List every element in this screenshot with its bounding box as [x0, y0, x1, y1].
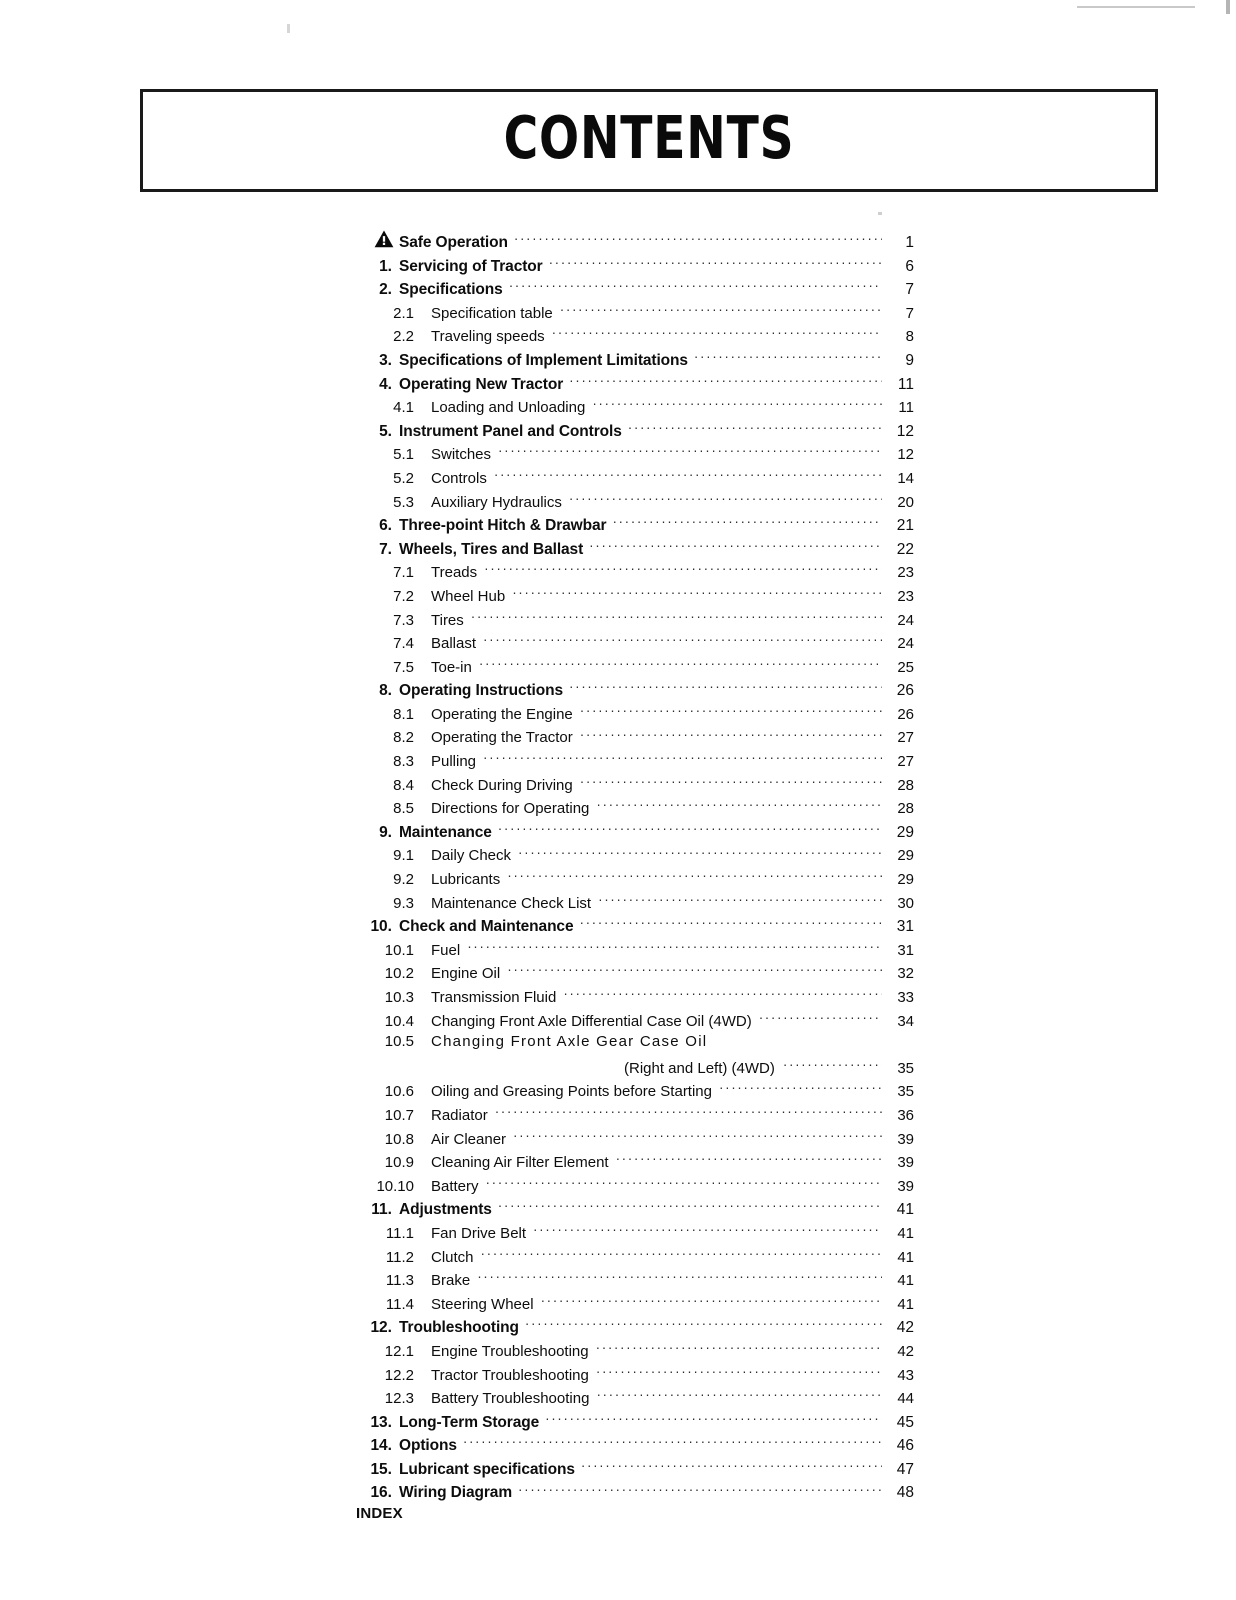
toc-entry[interactable] — [352, 632, 914, 656]
toc-entry-number: 14. — [370, 1437, 392, 1455]
toc-entry[interactable] — [352, 1033, 914, 1057]
toc-entry-page: 20 — [897, 493, 914, 511]
toc-entry-title: Air Cleaner — [431, 1130, 507, 1148]
toc-entry-page: 27 — [897, 729, 914, 747]
toc-entry-title: Ballast — [431, 635, 477, 653]
dot-leader — [560, 302, 882, 318]
dot-leader — [612, 514, 882, 530]
toc-entry-title: Engine Troubleshooting — [431, 1342, 589, 1360]
toc-entry[interactable] — [352, 1340, 914, 1364]
toc-entry-number: 7.1 — [393, 564, 414, 582]
toc-entry-page: 39 — [897, 1154, 914, 1172]
toc-entry-number: 7. — [379, 540, 392, 558]
toc-entry-title: Maintenance — [399, 823, 492, 841]
toc-entry-number: 8.2 — [393, 729, 414, 747]
toc-entry-title: Servicing of Tractor — [399, 257, 543, 275]
toc-entry[interactable] — [352, 1411, 914, 1435]
toc-entry-title: Engine Oil — [431, 965, 501, 983]
toc-entry-number: 10.6 — [384, 1083, 414, 1101]
toc-entry[interactable] — [352, 1364, 914, 1388]
dot-leader — [596, 1387, 882, 1403]
toc-entry-title: Daily Check — [431, 847, 512, 865]
toc-entry-number: 10. — [370, 918, 392, 936]
dot-leader — [580, 703, 882, 719]
toc-entry[interactable] — [352, 278, 914, 302]
dot-leader — [513, 1128, 882, 1144]
toc-entry[interactable] — [352, 1151, 914, 1175]
dot-leader — [545, 1411, 882, 1427]
toc-entry-page: 1 — [905, 234, 914, 251]
dot-leader — [596, 1364, 882, 1380]
toc-entry[interactable] — [352, 1080, 914, 1104]
dot-leader — [514, 231, 882, 247]
toc-entry-page: 21 — [896, 517, 914, 535]
toc-entry-number: 7.3 — [393, 611, 414, 629]
toc-entry-page: 41 — [897, 1224, 914, 1242]
toc-entry-page: 41 — [897, 1295, 914, 1313]
dot-leader — [483, 750, 882, 766]
toc-entry-title: Controls — [431, 469, 487, 487]
toc-entry-title: Operating New Tractor — [399, 375, 564, 393]
toc-entry-number: 4.1 — [393, 399, 414, 417]
toc-entry[interactable] — [352, 467, 914, 491]
toc-entry-title: Auxiliary Hydraulics — [431, 493, 562, 511]
toc-entry-page: 8 — [905, 328, 914, 346]
toc-entry-number: 12. — [370, 1319, 392, 1337]
toc-entry-page: 46 — [896, 1437, 914, 1455]
toc-entry-number: 12.1 — [384, 1342, 414, 1360]
dot-leader — [592, 396, 882, 412]
toc-entry-page: 36 — [897, 1106, 914, 1124]
toc-entry-page: 29 — [897, 871, 914, 889]
toc-entry-page: 41 — [897, 1248, 914, 1266]
toc-entry-number: 10.2 — [384, 965, 414, 983]
toc-entry[interactable] — [352, 703, 914, 727]
toc-entry[interactable] — [352, 302, 914, 326]
dot-leader — [486, 1175, 882, 1191]
dot-leader — [569, 491, 882, 507]
toc-entry[interactable] — [352, 986, 914, 1010]
dot-leader — [512, 585, 882, 601]
toc-entry-title: Troubleshooting — [399, 1319, 519, 1337]
toc-entry-number: 8.4 — [393, 776, 414, 794]
toc-entry-number: 9.3 — [393, 894, 414, 912]
toc-entry[interactable] — [352, 868, 914, 892]
toc-entry[interactable] — [352, 726, 914, 750]
toc-entry-page: 29 — [896, 823, 914, 841]
toc-entry-title: Wheel Hub — [431, 587, 506, 605]
dot-leader — [549, 255, 882, 271]
toc-entry-title: Steering Wheel — [431, 1295, 534, 1313]
toc-entry-number: 7.4 — [393, 635, 414, 653]
warning-triangle-icon — [374, 230, 394, 248]
toc-entry[interactable] — [352, 373, 914, 397]
toc-entry[interactable] — [352, 1198, 914, 1222]
scan-speck — [287, 24, 290, 33]
toc-entry-page: 34 — [897, 1012, 914, 1030]
toc-entry-number: 2.2 — [393, 328, 414, 346]
dot-leader — [598, 892, 882, 908]
toc-entry-number: 15. — [370, 1460, 392, 1478]
toc-entry-number: 8.5 — [393, 800, 414, 818]
toc-entry[interactable] — [352, 396, 914, 420]
toc-entry[interactable] — [352, 609, 914, 633]
toc-entry-number: 12.2 — [384, 1366, 414, 1384]
toc-entry-number: 2.1 — [393, 304, 414, 322]
dot-leader — [507, 962, 882, 978]
toc-entry-title: Safe Operation — [399, 234, 508, 251]
dot-leader — [783, 1057, 882, 1073]
toc-entry-number: 10.9 — [384, 1154, 414, 1172]
toc-entry[interactable] — [352, 585, 914, 609]
toc-entry-number: 8.1 — [393, 705, 414, 723]
toc-entry-number: 11.1 — [385, 1224, 414, 1242]
dot-leader — [495, 1104, 882, 1120]
toc-entry-title: Fuel — [431, 941, 461, 959]
toc-entry-title: Options — [399, 1437, 457, 1455]
toc-entry[interactable] — [352, 656, 914, 680]
toc-entry-number: 10.3 — [384, 989, 414, 1006]
toc-entry-page: 44 — [897, 1390, 914, 1408]
toc-entry-title: Clutch — [431, 1248, 474, 1266]
toc-entry[interactable] — [352, 514, 914, 538]
toc-entry-page: 24 — [897, 611, 914, 629]
dot-leader — [533, 1222, 882, 1238]
toc-entry[interactable] — [352, 1434, 914, 1458]
toc-entry-page: 39 — [897, 1130, 914, 1148]
toc-entry[interactable] — [352, 962, 914, 986]
dot-leader — [498, 443, 882, 459]
dot-leader — [479, 656, 882, 672]
toc-entry[interactable] — [352, 561, 914, 585]
toc-entry-page: 14 — [897, 469, 914, 487]
toc-entry-number: 13. — [370, 1413, 392, 1431]
dot-leader — [552, 325, 882, 341]
toc-entry[interactable] — [352, 349, 914, 373]
dot-leader — [579, 915, 882, 931]
toc-index-entry[interactable] — [352, 1505, 914, 1529]
toc-entry-title: Transmission Fluid — [431, 989, 557, 1006]
toc-entry-title: Adjustments — [399, 1201, 492, 1219]
toc-entry-title: Loading and Unloading — [431, 399, 586, 417]
toc-entry-title: Changing Front Axle Differential Case Oil (4WD) — [431, 1012, 752, 1030]
toc-entry-title: Treads — [431, 564, 478, 582]
toc-entry-title: Maintenance Check List — [431, 894, 592, 912]
toc-entry-continuation[interactable] — [352, 1057, 914, 1081]
scan-speck — [878, 212, 882, 215]
toc-entry-title: Cleaning Air Filter Element — [431, 1154, 609, 1172]
toc-entry-title: Operating the Tractor — [431, 729, 573, 747]
scan-artifact-corner — [1226, 0, 1230, 14]
toc-entry[interactable] — [352, 750, 914, 774]
toc-entry-page: 42 — [896, 1319, 914, 1337]
toc-entry-page: 41 — [897, 1272, 914, 1290]
toc-entry-title: Brake — [431, 1272, 471, 1290]
toc-entry[interactable] — [352, 844, 914, 868]
toc-entry[interactable] — [352, 892, 914, 916]
scan-artifact-line — [1077, 6, 1195, 8]
toc-entry-page: 7 — [905, 304, 914, 322]
toc-entry-title: Fan Drive Belt — [431, 1224, 527, 1242]
toc-entry-number: 4. — [379, 375, 392, 393]
toc-entry-page: 41 — [896, 1201, 914, 1219]
toc-entry-number: 8. — [379, 682, 392, 700]
toc-entry-title: Toe-in — [431, 658, 472, 676]
toc-entry-number: 10.8 — [384, 1130, 414, 1148]
toc-entry-page: 23 — [897, 587, 914, 605]
toc-entry-page: 30 — [897, 894, 914, 912]
toc-entry[interactable] — [352, 325, 914, 349]
dot-leader — [616, 1151, 882, 1167]
toc-entry-title: Check and Maintenance — [399, 918, 574, 936]
toc-entry-title: Changing Front Axle Gear Case Oil — [431, 1033, 708, 1051]
dot-leader — [477, 1269, 882, 1285]
toc-entry[interactable] — [352, 1387, 914, 1411]
dot-leader — [580, 726, 882, 742]
toc-entry-page: 26 — [896, 682, 914, 700]
toc-entry-page: 25 — [897, 658, 914, 676]
dot-leader — [467, 939, 882, 955]
toc-entry-number: 10.1 — [384, 941, 414, 959]
toc-entry-number: 6. — [379, 517, 392, 535]
toc-entry-title: Switches — [431, 446, 492, 464]
toc-entry-page: 35 — [897, 1059, 914, 1077]
toc-entry-page: 29 — [897, 847, 914, 865]
toc-entry[interactable] — [352, 821, 914, 845]
toc-entry-number: 10.10 — [376, 1177, 414, 1195]
toc-entry-title: Three-point Hitch & Drawbar — [399, 517, 607, 535]
toc-entry-page: 35 — [897, 1083, 914, 1101]
toc-entry-page: 39 — [897, 1177, 914, 1195]
dot-leader — [541, 1293, 882, 1309]
toc-entry-number: 5. — [379, 422, 392, 440]
dot-leader — [498, 821, 882, 837]
toc-entry-title: Battery — [431, 1177, 479, 1195]
toc-entry-page: 33 — [897, 989, 914, 1006]
toc-entry[interactable] — [352, 797, 914, 821]
toc-entry-page: 45 — [896, 1413, 914, 1431]
toc-entry-title: Lubricants — [431, 871, 501, 889]
toc-entry[interactable] — [352, 255, 914, 279]
toc-entry-page: 24 — [897, 635, 914, 653]
page-title: CONTENTS — [503, 103, 795, 172]
dot-leader — [481, 1246, 882, 1262]
dot-leader — [596, 1340, 882, 1356]
toc-entry[interactable] — [352, 1458, 914, 1482]
toc-entry-page: 31 — [897, 941, 914, 959]
toc-entry-title: Check During Driving — [431, 776, 573, 794]
toc-entry-title: Specifications of Implement Limitations — [399, 351, 688, 369]
toc-entry-number: 11. — [371, 1201, 392, 1219]
toc-entry-number: 11.2 — [385, 1248, 414, 1266]
toc-entry-title: Oiling and Greasing Points before Starting — [431, 1083, 712, 1101]
toc-entry-title: Traveling speeds — [431, 328, 545, 346]
toc-entry-page: 32 — [897, 965, 914, 983]
toc-entry-page: 28 — [897, 800, 914, 818]
toc-entry-title: Tires — [431, 611, 464, 629]
toc-entry-number: 8.3 — [393, 753, 414, 771]
toc-entry-number: 11.4 — [385, 1295, 414, 1313]
toc-entry-number: 9. — [379, 823, 392, 841]
toc-entry-number: 12.3 — [384, 1390, 414, 1408]
dot-leader — [484, 561, 882, 577]
toc-entry-title: Wheels, Tires and Ballast — [399, 540, 584, 558]
toc-entry-page: 48 — [896, 1484, 914, 1502]
toc-entry-number: 3. — [379, 351, 392, 369]
toc-entry-number: 5.1 — [393, 446, 414, 464]
toc-entry-title: Pulling — [431, 753, 477, 771]
toc-entry-page: 31 — [896, 918, 914, 936]
toc-entry-page: 9 — [905, 351, 914, 369]
dot-leader — [518, 844, 882, 860]
dot-leader — [580, 774, 882, 790]
toc-entry[interactable] — [352, 915, 914, 939]
toc-entry[interactable] — [352, 491, 914, 515]
toc-entry-number: 9.1 — [393, 847, 414, 865]
toc-entry-page: 43 — [897, 1366, 914, 1384]
dot-leader — [581, 1458, 882, 1474]
dot-leader — [563, 986, 882, 1002]
toc-entry-number: 5.2 — [393, 469, 414, 487]
toc-entry[interactable] — [352, 1175, 914, 1199]
dot-leader — [463, 1434, 882, 1450]
dot-leader — [509, 278, 882, 294]
toc-entry-title: Long-Term Storage — [399, 1413, 540, 1431]
dot-leader — [507, 868, 882, 884]
toc-entry-page: 12 — [896, 422, 914, 440]
toc-entry-title: Radiator — [431, 1106, 488, 1124]
toc-entry[interactable] — [352, 1128, 914, 1152]
toc-entry-title: Directions for Operating — [431, 800, 590, 818]
table-of-contents — [352, 231, 914, 1529]
toc-entry-title-continuation: (Right and Left) (4WD) — [624, 1059, 775, 1077]
toc-entry-number: 1. — [379, 257, 392, 275]
toc-entry-title: Battery Troubleshooting — [431, 1390, 590, 1408]
toc-entry-title: Wiring Diagram — [399, 1484, 513, 1502]
toc-entry-number: 9.2 — [393, 871, 414, 889]
toc-entry-page: 11 — [897, 375, 914, 393]
toc-entry[interactable] — [352, 1222, 914, 1246]
toc-entry-page: 42 — [897, 1342, 914, 1360]
toc-entry-page: 6 — [905, 257, 914, 275]
dot-leader — [569, 373, 882, 389]
dot-leader — [589, 538, 882, 554]
toc-entry[interactable] — [352, 443, 914, 467]
toc-entry-page: 26 — [897, 705, 914, 723]
toc-entry[interactable] — [352, 679, 914, 703]
toc-entry-number: 7.5 — [393, 658, 414, 676]
toc-entry-title: Specification table — [431, 304, 553, 322]
toc-entry-number: 16. — [370, 1484, 392, 1502]
toc-entry-page: 47 — [896, 1460, 914, 1478]
dot-leader — [569, 679, 882, 695]
toc-entry-number: 10.7 — [384, 1106, 414, 1124]
toc-entry-number: 11.3 — [385, 1272, 414, 1290]
dot-leader — [483, 632, 882, 648]
dot-leader — [596, 797, 882, 813]
toc-entry-page: 12 — [897, 446, 914, 464]
toc-entry[interactable] — [352, 420, 914, 444]
toc-entry-page: 23 — [897, 564, 914, 582]
toc-entry-number: 7.2 — [393, 587, 414, 605]
toc-entry-title: Operating the Engine — [431, 705, 573, 723]
toc-entry-number: 10.4 — [384, 1012, 414, 1030]
contents-title-box — [140, 89, 1158, 192]
toc-entry-number: 2. — [379, 281, 392, 299]
toc-entry-page: 7 — [905, 281, 914, 299]
dot-leader — [759, 1010, 882, 1026]
toc-entry-title: Lubricant specifications — [399, 1460, 575, 1478]
toc-entry[interactable] — [352, 1010, 914, 1034]
dot-leader — [494, 467, 882, 483]
toc-entry[interactable] — [352, 1481, 914, 1505]
dot-leader — [628, 420, 882, 436]
toc-entry-title: Specifications — [399, 281, 503, 299]
toc-entry[interactable] — [352, 1246, 914, 1270]
dot-leader — [518, 1481, 882, 1497]
toc-entry[interactable] — [352, 939, 914, 963]
toc-entry[interactable] — [352, 1316, 914, 1340]
toc-entry[interactable] — [352, 774, 914, 798]
toc-entry-title: Operating Instructions — [399, 682, 564, 700]
toc-entry-page: 22 — [896, 540, 914, 558]
toc-entry[interactable] — [352, 231, 914, 255]
toc-entry-page: 28 — [897, 776, 914, 794]
toc-entry-title: INDEX — [356, 1505, 403, 1523]
toc-entry-title: Tractor Troubleshooting — [431, 1366, 589, 1384]
toc-entry[interactable] — [352, 1293, 914, 1317]
dot-leader — [719, 1080, 882, 1096]
dot-leader — [498, 1198, 882, 1214]
dot-leader — [694, 349, 882, 365]
toc-entry-page: 27 — [897, 753, 914, 771]
toc-entry[interactable] — [352, 1269, 914, 1293]
toc-entry[interactable] — [352, 1104, 914, 1128]
toc-entry-number: 5.3 — [393, 493, 414, 511]
toc-entry-title: Instrument Panel and Controls — [399, 422, 622, 440]
toc-entry-page: 11 — [898, 399, 914, 417]
dot-leader — [471, 609, 882, 625]
toc-entry[interactable] — [352, 538, 914, 562]
dot-leader — [525, 1316, 882, 1332]
toc-entry-number: 10.5 — [384, 1033, 414, 1051]
